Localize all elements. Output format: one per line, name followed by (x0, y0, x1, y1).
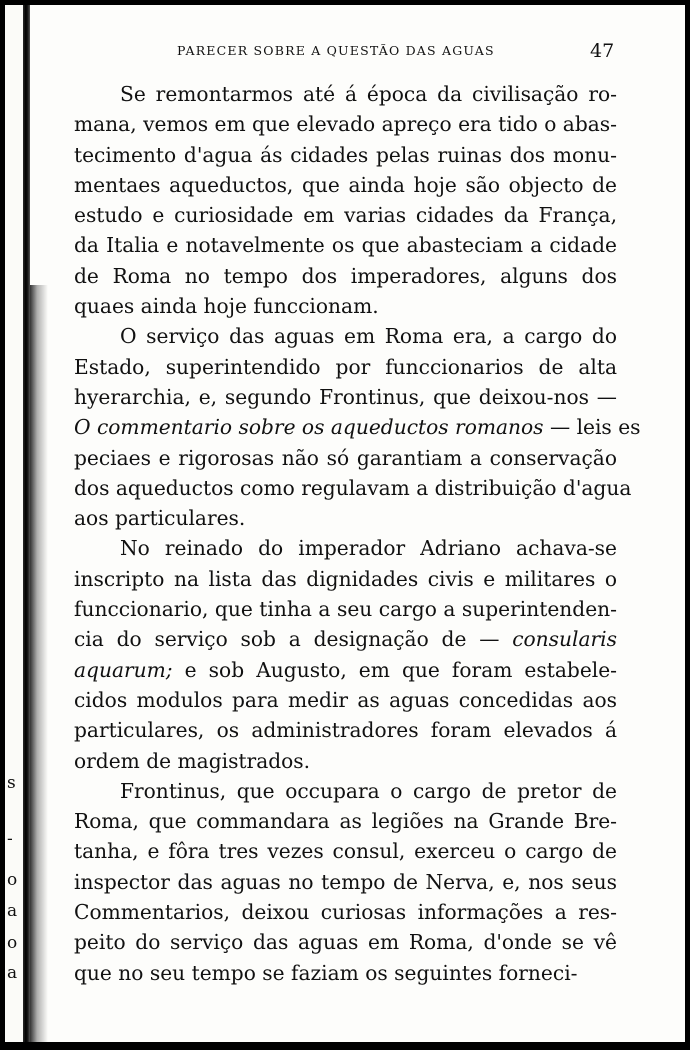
text-line (74, 897, 617, 927)
line-text: ordem de magistrados. (74, 748, 311, 773)
line-text: aos particulares. (74, 506, 246, 531)
text-line (74, 443, 617, 473)
line-text: peciaes e rigorosas não só garantiam a conservação (74, 445, 617, 470)
text-line (74, 473, 632, 503)
line-text: particulares, os administradores foram elevados á (74, 718, 617, 743)
binding-gutter (5, 5, 75, 1042)
line-text: de Roma no tempo dos imperadores, alguns dos (74, 263, 617, 288)
line-text: Estado, superintendido por funccionarios de alta (74, 354, 617, 379)
text-line (74, 352, 617, 382)
text-line (74, 382, 617, 412)
text-line (74, 412, 641, 442)
text-line (74, 715, 617, 745)
line-text: quaes ainda hoje funccionam. (74, 294, 379, 319)
line-text: cidos modulos para medir as aguas concedidas aos (74, 687, 617, 712)
line-text: No reinado do imperador Adriano achava-se (120, 536, 617, 561)
text-line (74, 776, 617, 806)
page-number: 47 (590, 40, 615, 62)
line-text: tecimento d'agua ás cidades pelas ruinas dos monu- (74, 142, 617, 167)
line-text: dos aqueductos como regulavam a distribuição d'agua (74, 475, 632, 500)
text-line (74, 321, 617, 351)
line-text: estudo e curiosidade em varias cidades da França, (74, 203, 617, 228)
line-text: mentaes aqueductos, que ainda hoje são objecto de (74, 172, 617, 197)
line-text: cia do serviço sob a designação de — (74, 627, 513, 652)
line-text: mana, vemos em que elevado apreço era tido o abas- (74, 112, 617, 137)
running-head-title: PARECER SOBRE A QUESTÃO DAS AGUAS (177, 43, 495, 58)
text-line (74, 503, 617, 533)
line-text: O serviço das aguas em Roma era, a cargo do (120, 324, 617, 349)
facing-page-fragment: - (7, 829, 13, 849)
line-text: que no seu tempo se faziam os seguintes forneci- (74, 960, 578, 985)
text-line (74, 836, 617, 866)
body-text (74, 79, 641, 988)
line-text: Frontinus, que occupara o cargo de pretor de (120, 778, 617, 803)
italic-title: consularis (512, 627, 617, 652)
text-line (74, 867, 617, 897)
facing-page-fragment: s (7, 773, 16, 793)
line-text: e sob Augusto, em que foram estabele- (172, 657, 617, 682)
paragraph (74, 321, 641, 533)
facing-page-fragment: a (7, 901, 18, 921)
line-text: hyerarchia, e, segundo Frontinus, que deixou-nos — (74, 384, 617, 409)
text-line (74, 200, 617, 230)
line-text: — leis es (543, 415, 641, 440)
italic-title: aquarum; (74, 657, 173, 682)
text-line (74, 140, 617, 170)
line-text: tanha, e fôra tres vezes consul, exerceu o cargo de (74, 839, 617, 864)
text-line (74, 958, 617, 988)
line-text: inspector das aguas no tempo de Nerva, e, nos seus (74, 869, 617, 894)
line-text: inscripto na lista das dignidades civis e militares o (74, 566, 617, 591)
text-line (74, 746, 617, 776)
paragraph (74, 79, 617, 321)
text-line (74, 594, 617, 624)
facing-page-fragment: o (7, 870, 18, 890)
gutter-gradient (30, 285, 48, 1042)
gutter-fold-shadow (23, 5, 30, 1042)
book-page (5, 5, 685, 1042)
paragraph (74, 533, 617, 775)
text-line (74, 806, 617, 836)
text-line (74, 79, 617, 109)
text-line (74, 564, 617, 594)
line-text: Se remontarmos até á época da civilisação ro- (120, 82, 617, 106)
line-text: Commentarios, deixou curiosas informações a res- (74, 900, 617, 925)
paragraph (74, 776, 617, 988)
line-text: Roma, que commandara as legiões na Grande Bre- (74, 809, 617, 834)
text-line (74, 685, 617, 715)
line-text: da Italia e notavelmente os que abasteciam a cidade (74, 233, 617, 258)
text-line (74, 261, 617, 291)
text-line (74, 170, 617, 200)
italic-title: O commentario sobre os aqueductos romanos (74, 415, 544, 440)
facing-page-fragment: a (7, 963, 18, 983)
text-line (74, 655, 617, 685)
text-line (74, 533, 617, 563)
text-line (74, 109, 617, 139)
facing-page-fragment: o (7, 933, 18, 953)
running-head (5, 40, 685, 64)
text-line (74, 624, 617, 654)
text-line (74, 927, 617, 957)
text-line (74, 230, 617, 260)
line-text: funccionario, que tinha a seu cargo a superintenden- (74, 597, 617, 622)
line-text: peito do serviço das aguas em Roma, d'onde se vê (74, 930, 617, 955)
text-line (74, 291, 617, 321)
